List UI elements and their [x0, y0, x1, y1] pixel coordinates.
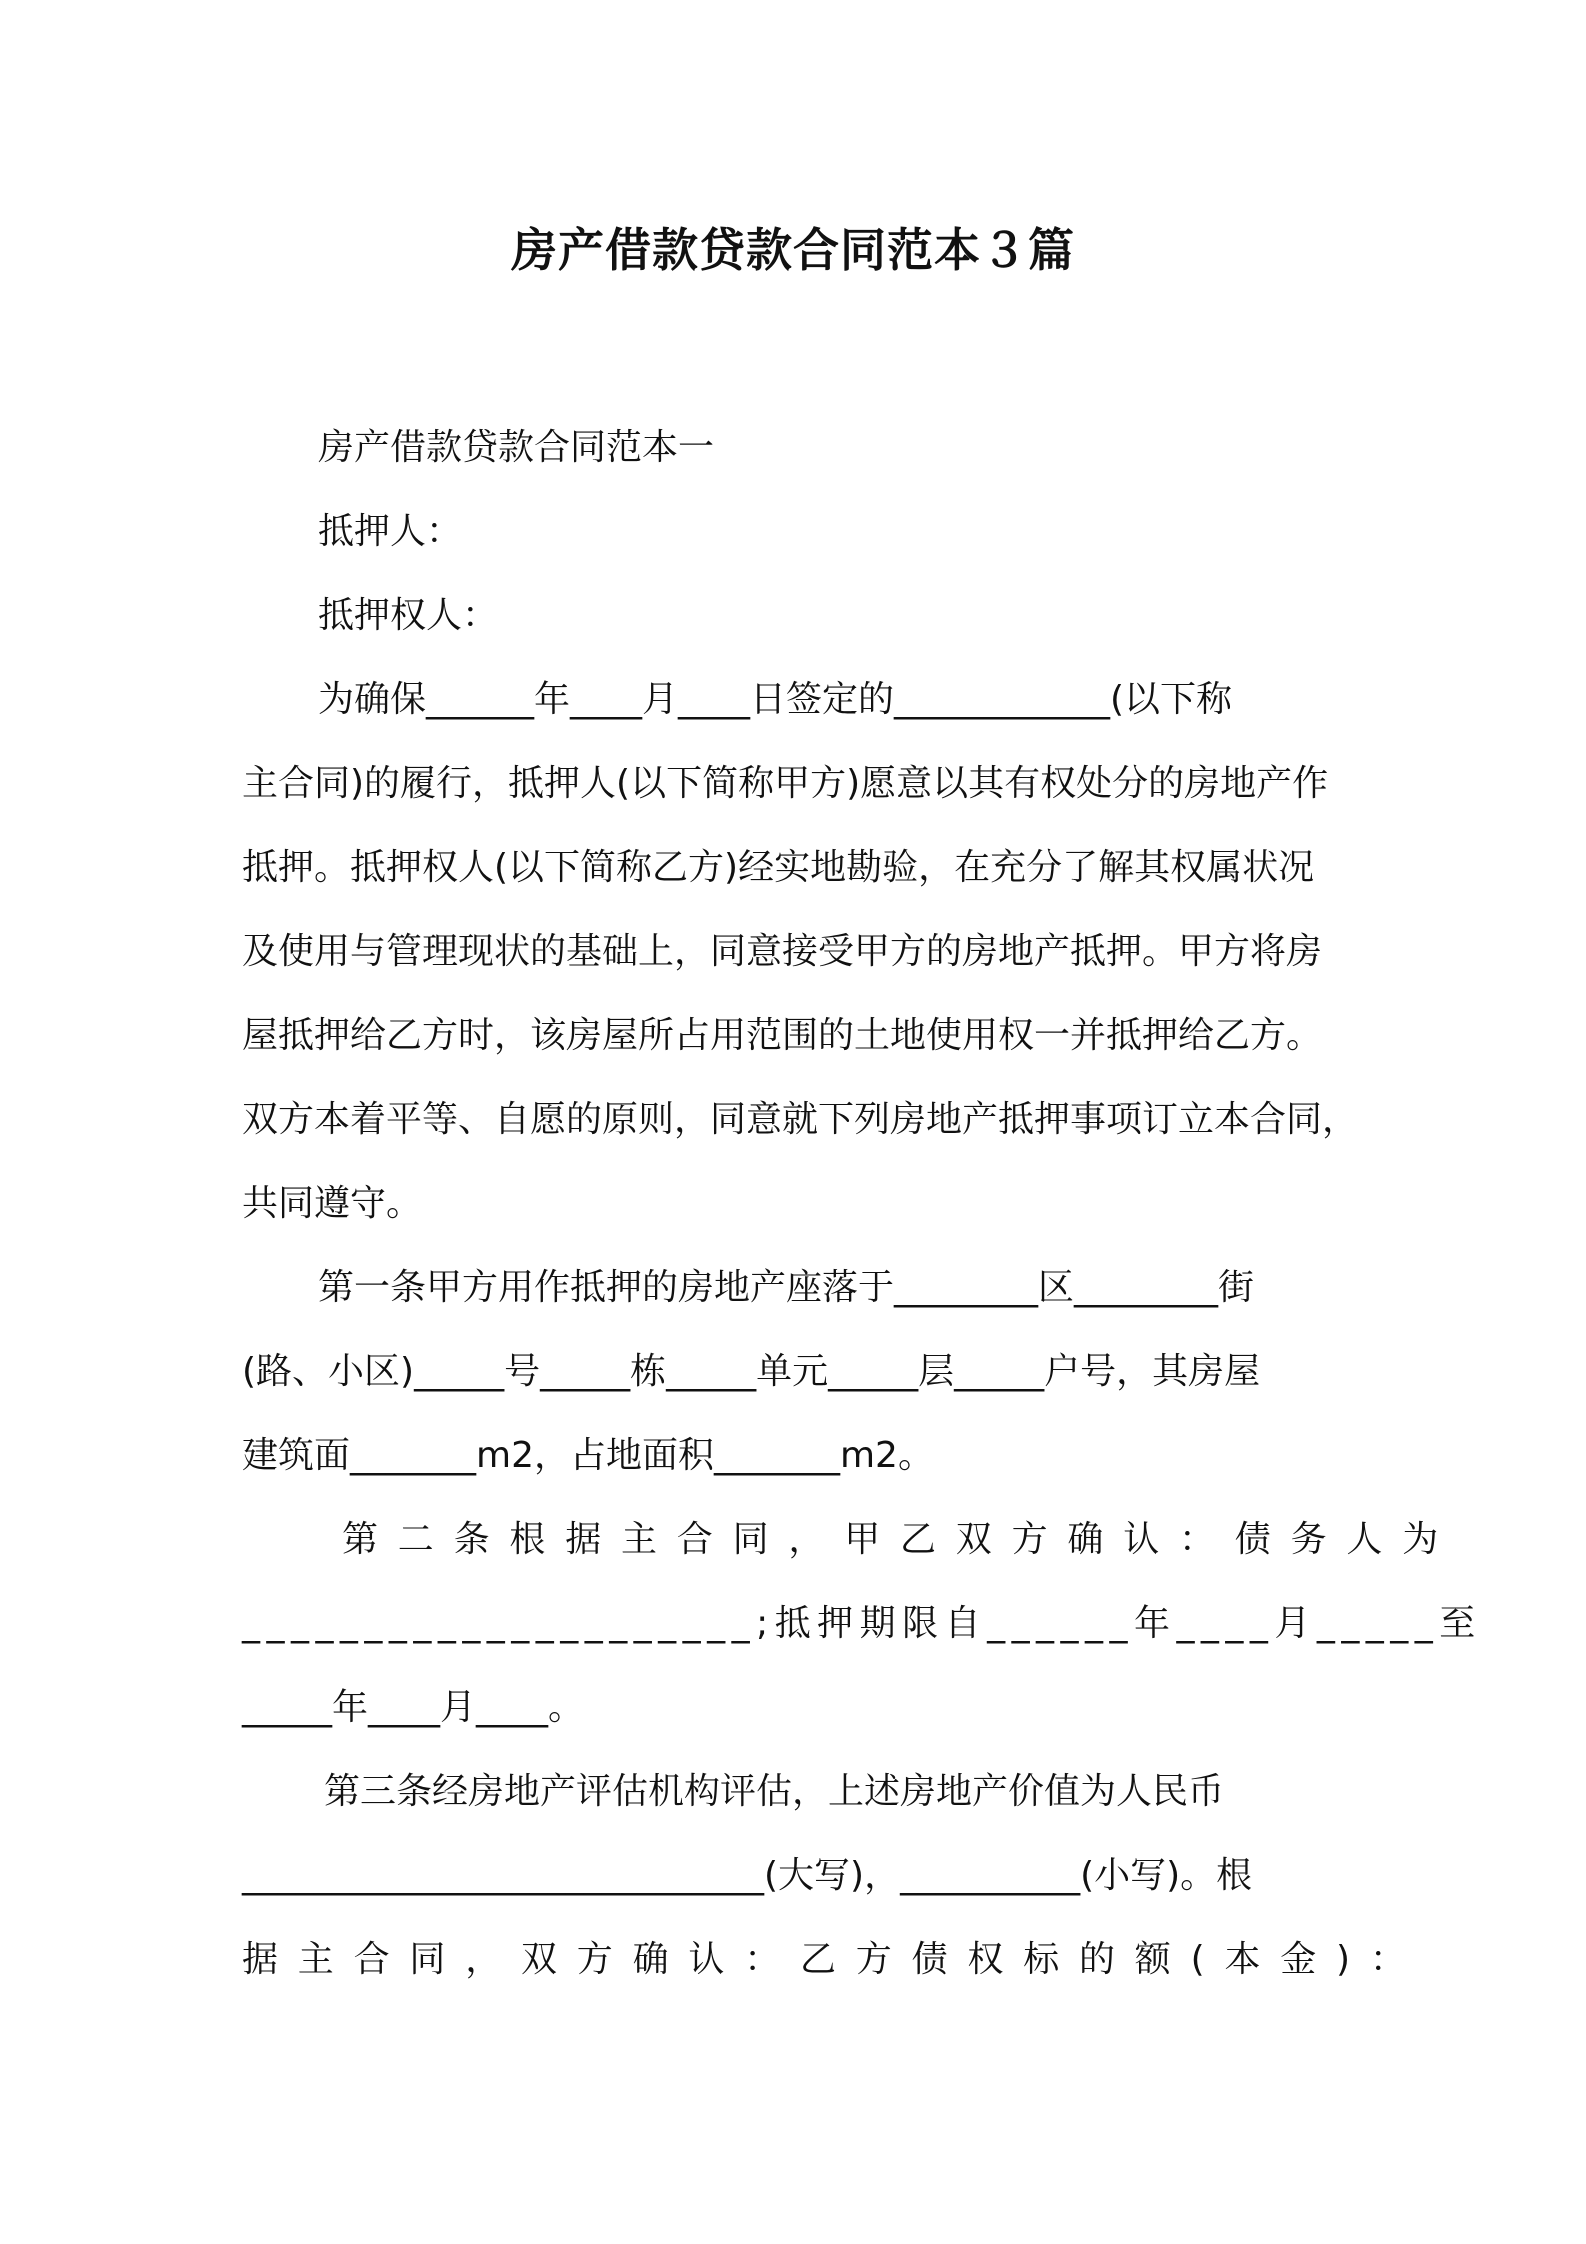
intro-line-1-text: 为确保______年____月____日签定的____________(以下称	[318, 679, 1233, 720]
contract-subtitle: 房产借款贷款合同范本一	[318, 427, 715, 468]
article1-line-1: 第一条甲方用作抵押的房地产座落于________区________街	[318, 1267, 1255, 1308]
article2-line-2: _____________________;抵押期限自______年____月_____至	[242, 1603, 1482, 1644]
article3-line-3: 据主合同，双方确认：乙方债权标的额(本金)：	[242, 1939, 1426, 1980]
article2-line-1: 第二条根据主合同，甲乙双方确认：债务人为	[342, 1519, 1458, 1560]
article3-line-1: 第三条经房地产评估机构评估，上述房地产价值为人民币	[324, 1771, 1225, 1812]
intro-line-4: 及使用与管理现状的基础上，同意接受甲方的房地产抵押。甲方将房	[242, 931, 1323, 972]
document-body	[242, 406, 1482, 2002]
article3-line-2: _____________________________(大写)，__________(小写)。根	[242, 1855, 1253, 1896]
mortgagor-label: 抵押人：	[318, 511, 463, 552]
intro-line-5: 屋抵押给乙方时，该房屋所占用范围的土地使用权一并抵押给乙方。	[242, 1015, 1323, 1056]
mortgagee-label: 抵押权人：	[318, 595, 499, 636]
intro-line-1	[242, 658, 1352, 742]
intro-line-7: 共同遵守。	[242, 1183, 423, 1224]
article1-line-2: (路、小区)_____号_____栋_____单元_____层_____户号，其房屋	[242, 1351, 1261, 1392]
article1-line-3: 建筑面_______m2，占地面积_______m2。	[242, 1435, 934, 1476]
article2-line-3: _____年____月____。	[242, 1687, 584, 1728]
intro-line-3: 抵押。抵押权人(以下简称乙方)经实地勘验，在充分了解其权属状况	[242, 847, 1315, 888]
document-title: 房产借款贷款合同范本３篇	[511, 223, 1075, 277]
intro-line-6: 双方本着平等、自愿的原则，同意就下列房地产抵押事项订立本合同，	[242, 1099, 1359, 1140]
intro-line-2: 主合同)的履行，抵押人(以下简称甲方)愿意以其有权处分的房地产作	[242, 763, 1329, 804]
